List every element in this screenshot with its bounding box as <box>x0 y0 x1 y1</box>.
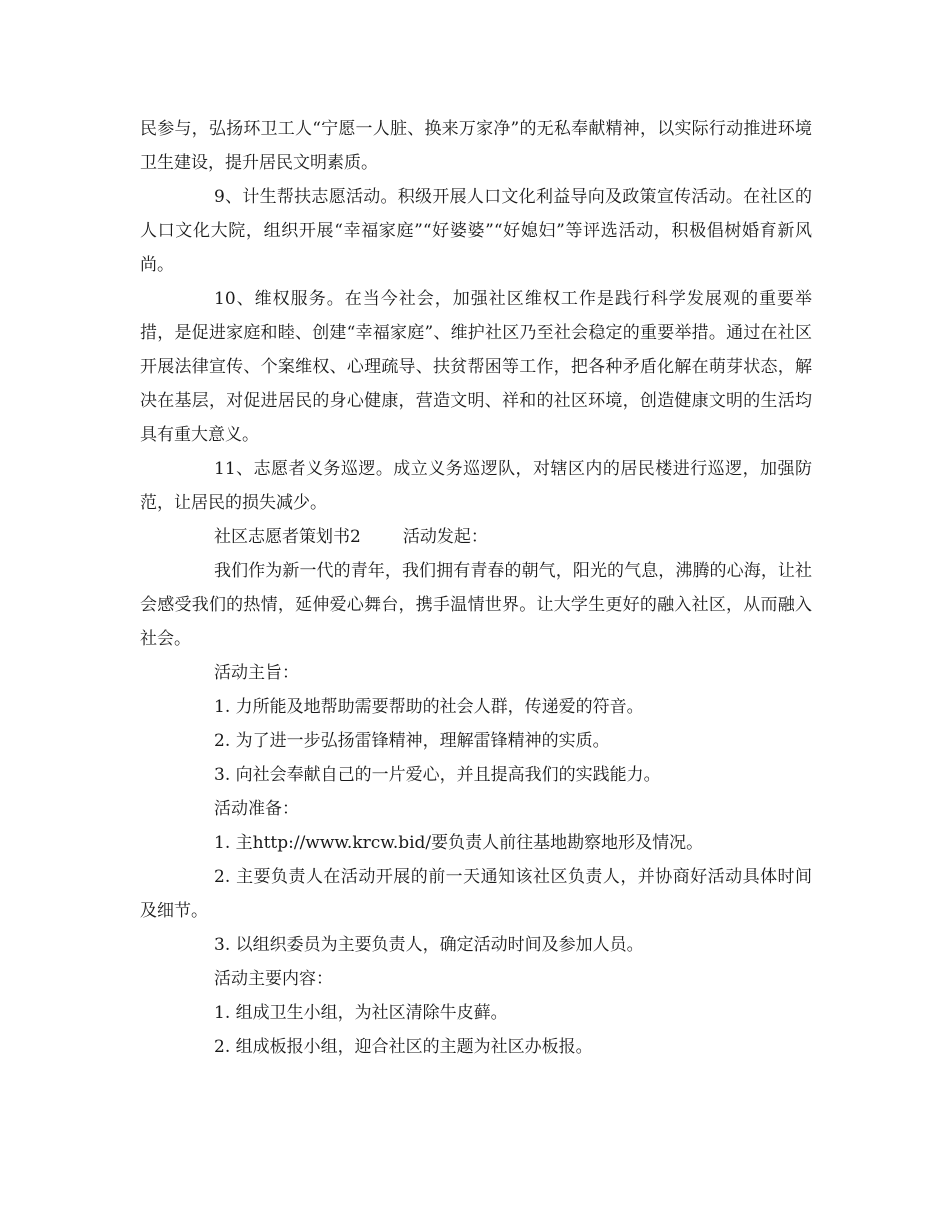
content-item: 1. 组成卫生小组，为社区清除牛皮藓。 <box>214 1003 508 1023</box>
content-item: 2. 组成板报小组，迎合社区的主题为社区办板报。 <box>214 1037 593 1057</box>
paragraph-rights-service: 10、维权服务。在当今社会，加强社区维权工作是践行科学发展观的重要举措，是促进家庭和睦、创建“幸福家庭”、维护社区乃至社会稳定的重要举措。通过在社区开展法律宣传、个案维权、心理疏导、扶贫帮困等工作，把各种矛盾化解在萌芽状态，解决在基层，对促进居民的身心健康，营造文明、祥和的社区环境，创造健康文明的生活均具有重大意义。 <box>140 289 812 445</box>
section-heading-line <box>140 520 812 554</box>
purpose-item: 2. 为了进一步弘扬雷锋精神，理解雷锋精神的实质。 <box>214 731 610 751</box>
paragraph-volunteer-patrol: 11、志愿者义务巡逻。成立义务巡逻队，对辖区内的居民楼进行巡逻，加强防范，让居民的损失减少。 <box>140 459 812 513</box>
prep-item: 3. 以组织委员为主要负责人，确定活动时间及参加人员。 <box>214 935 644 955</box>
paragraph-launch: 我们作为新一代的青年，我们拥有青春的朝气，阳光的气息，沸腾的心海，让社会感受我们的热情，延伸爱心舞台，携手温情世界。让大学生更好的融入社区，从而融入社会。 <box>140 561 812 649</box>
purpose-item: 1. 力所能及地帮助需要帮助的社会人群，传递爱的符音。 <box>214 697 644 717</box>
launch-label: 活动发起： <box>402 527 488 547</box>
prep-heading: 活动准备： <box>214 799 299 819</box>
paragraph-family-planning: 9、计生帮扶志愿活动。积级开展人口文化利益导向及政策宣传活动。在社区的人口文化大院，组织开展“幸福家庭”“好婆婆”“好媳妇”等评选活动，积极倡树婚育新风尚。 <box>140 187 812 275</box>
purpose-item: 3. 向社会奉献自己的一片爱心，并且提高我们的实践能力。 <box>214 765 661 785</box>
prep-item: 2. 主要负责人在活动开展的前一天通知该社区负责人，并协商好活动具体时间及细节。 <box>140 867 812 921</box>
purpose-heading: 活动主旨： <box>214 663 299 683</box>
document-body <box>140 112 812 1064</box>
prep-item: 1. 主http://www.krcw.bid/要负责人前往基地勘察地形及情况。 <box>214 833 704 853</box>
content-heading: 活动主要内容： <box>214 969 333 989</box>
paragraph-sanitation-continued: 民参与，弘扬环卫工人“宁愿一人脏、换来万家净”的无私奉献精神，以实际行动推进环境卫生建设，提升居民文明素质。 <box>140 119 812 173</box>
section-title: 社区志愿者策划书2 <box>214 527 361 547</box>
